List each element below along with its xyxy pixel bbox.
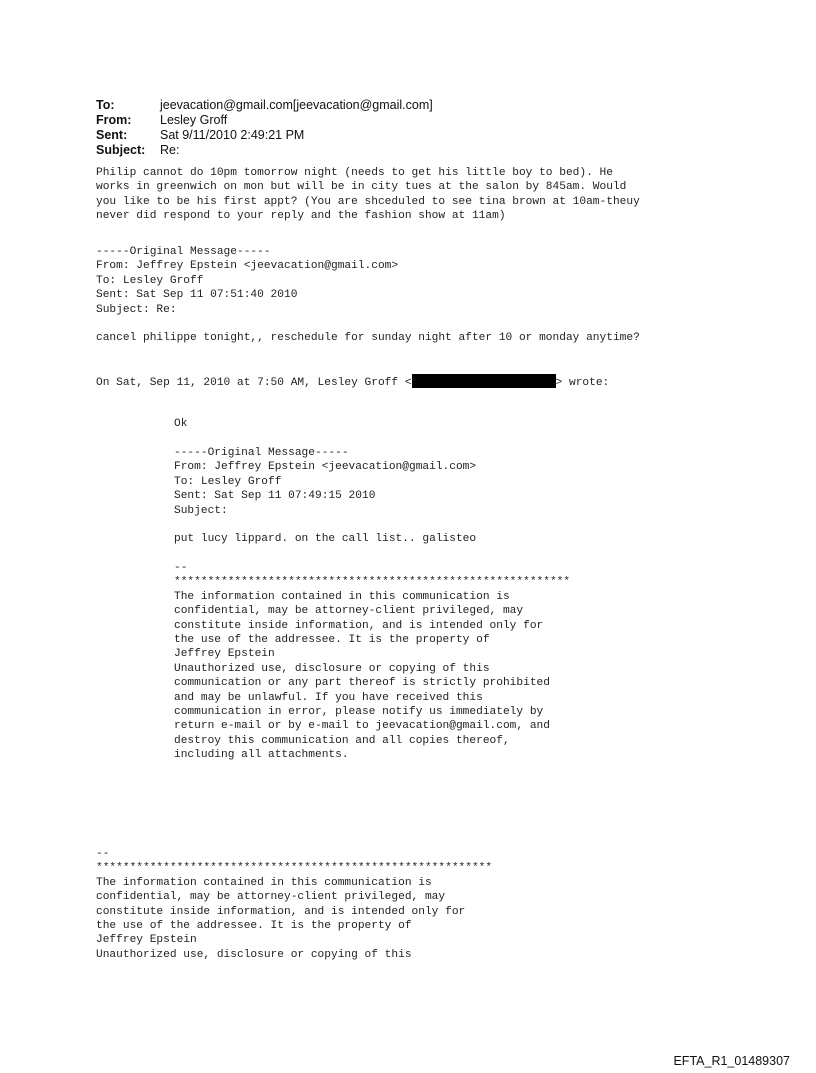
original-message-line: Sent: Sat Sep 11 07:51:40 2010: [96, 289, 298, 302]
disclaimer-line: communication in error, please notify us immediately by: [174, 706, 544, 719]
reply-line: never did respond to your reply and the fashion show at 11am): [96, 210, 506, 223]
original-message-line: From: Jeffrey Epstein <jeevacation@gmail.com>: [96, 260, 399, 273]
disclaimer-line: return e-mail or by e-mail to jeevacation@gmail.com, and: [174, 720, 550, 733]
disclaimer-line: The information contained in this communication is: [96, 876, 432, 889]
redaction-box: [412, 374, 556, 388]
reply-line: works in greenwich on mon but will be in city tues at the salon by 845am. Would: [96, 181, 627, 194]
original-message-line: From: Jeffrey Epstein <jeevacation@gmail.com>: [174, 461, 477, 474]
disclaimer-line: the use of the addressee. It is the property of: [174, 634, 490, 647]
disclaimer-line: communication or any part thereof is strictly prohibited: [174, 677, 550, 690]
disclaimer-line: including all attachments.: [174, 749, 349, 762]
disclaimer-line: --: [174, 562, 188, 574]
quote-attribution: [96, 374, 609, 390]
original-message-line: To: Lesley Groff: [174, 475, 282, 488]
quote-attribution-suffix: > wrote:: [555, 377, 610, 389]
header-from-row: [96, 113, 433, 128]
disclaimer-line: ***********************************************************: [96, 862, 493, 875]
disclaimer-line: constitute inside information, and is intended only for: [96, 905, 466, 918]
email-header: [96, 98, 433, 158]
disclaimer-line: the use of the addressee. It is the property of: [96, 920, 412, 933]
subject-label: Subject:: [96, 143, 146, 157]
to-label: To:: [96, 98, 115, 112]
disclaimer-line: ***********************************************************: [174, 576, 571, 589]
from-value: Lesley Groff: [160, 113, 228, 127]
reply-body: [96, 166, 640, 224]
disclaimer-line: destroy this communication and all copies thereof,: [174, 734, 510, 747]
reply-line: Philip cannot do 10pm tomorrow night (needs to get his little boy to bed). He: [96, 167, 613, 179]
original-message-line: To: Lesley Groff: [96, 274, 204, 287]
sent-label: Sent:: [96, 128, 128, 142]
disclaimer-line: confidential, may be attorney-client privileged, may: [174, 605, 524, 618]
original-message-line: Subject: Re:: [96, 303, 177, 316]
original-message-line: Sent: Sat Sep 11 07:49:15 2010: [174, 490, 376, 503]
original-message-line: -----Original Message-----: [174, 447, 349, 459]
disclaimer-line: Jeffrey Epstein: [174, 648, 275, 661]
header-sent-row: [96, 128, 433, 143]
disclaimer-block-2: [96, 847, 492, 962]
original-message-line: Subject:: [174, 504, 228, 517]
disclaimer-line: The information contained in this communication is: [174, 590, 510, 603]
from-label: From:: [96, 113, 132, 127]
quoted-ok: Ok: [174, 418, 188, 430]
disclaimer-line: Unauthorized use, disclosure or copying of this: [96, 948, 412, 961]
disclaimer-line: confidential, may be attorney-client privileged, may: [96, 891, 446, 904]
original-message-2-body: put lucy lippard. on the call list.. galisteo: [174, 533, 477, 545]
original-message-line: -----Original Message-----: [96, 246, 271, 258]
disclaimer-line: constitute inside information, and is intended only for: [174, 619, 544, 632]
subject-value: Re:: [160, 143, 180, 157]
header-to-row: [96, 98, 433, 113]
document-id: EFTA_R1_01489307: [673, 1054, 790, 1068]
reply-line: you like to be his first appt? (You are shceduled to see tina brown at 10am-theuy: [96, 195, 640, 208]
original-message-2-header: [174, 446, 476, 518]
header-subject-row: [96, 143, 433, 158]
original-message-1-body: cancel philippe tonight,, reschedule for sunday night after 10 or monday anytime?: [96, 332, 640, 344]
sent-value: Sat 9/11/2010 2:49:21 PM: [160, 128, 305, 142]
quote-attribution-prefix: On Sat, Sep 11, 2010 at 7:50 AM, Lesley Groff <: [96, 377, 412, 389]
disclaimer-line: Unauthorized use, disclosure or copying of this: [174, 662, 490, 675]
disclaimer-line: Jeffrey Epstein: [96, 934, 197, 947]
disclaimer-block-1: [174, 561, 570, 763]
disclaimer-line: and may be unlawful. If you have received this: [174, 691, 483, 704]
original-message-1-header: [96, 245, 398, 317]
disclaimer-line: --: [96, 848, 110, 860]
to-value: jeevacation@gmail.com[jeevacation@gmail.com]: [160, 98, 433, 112]
